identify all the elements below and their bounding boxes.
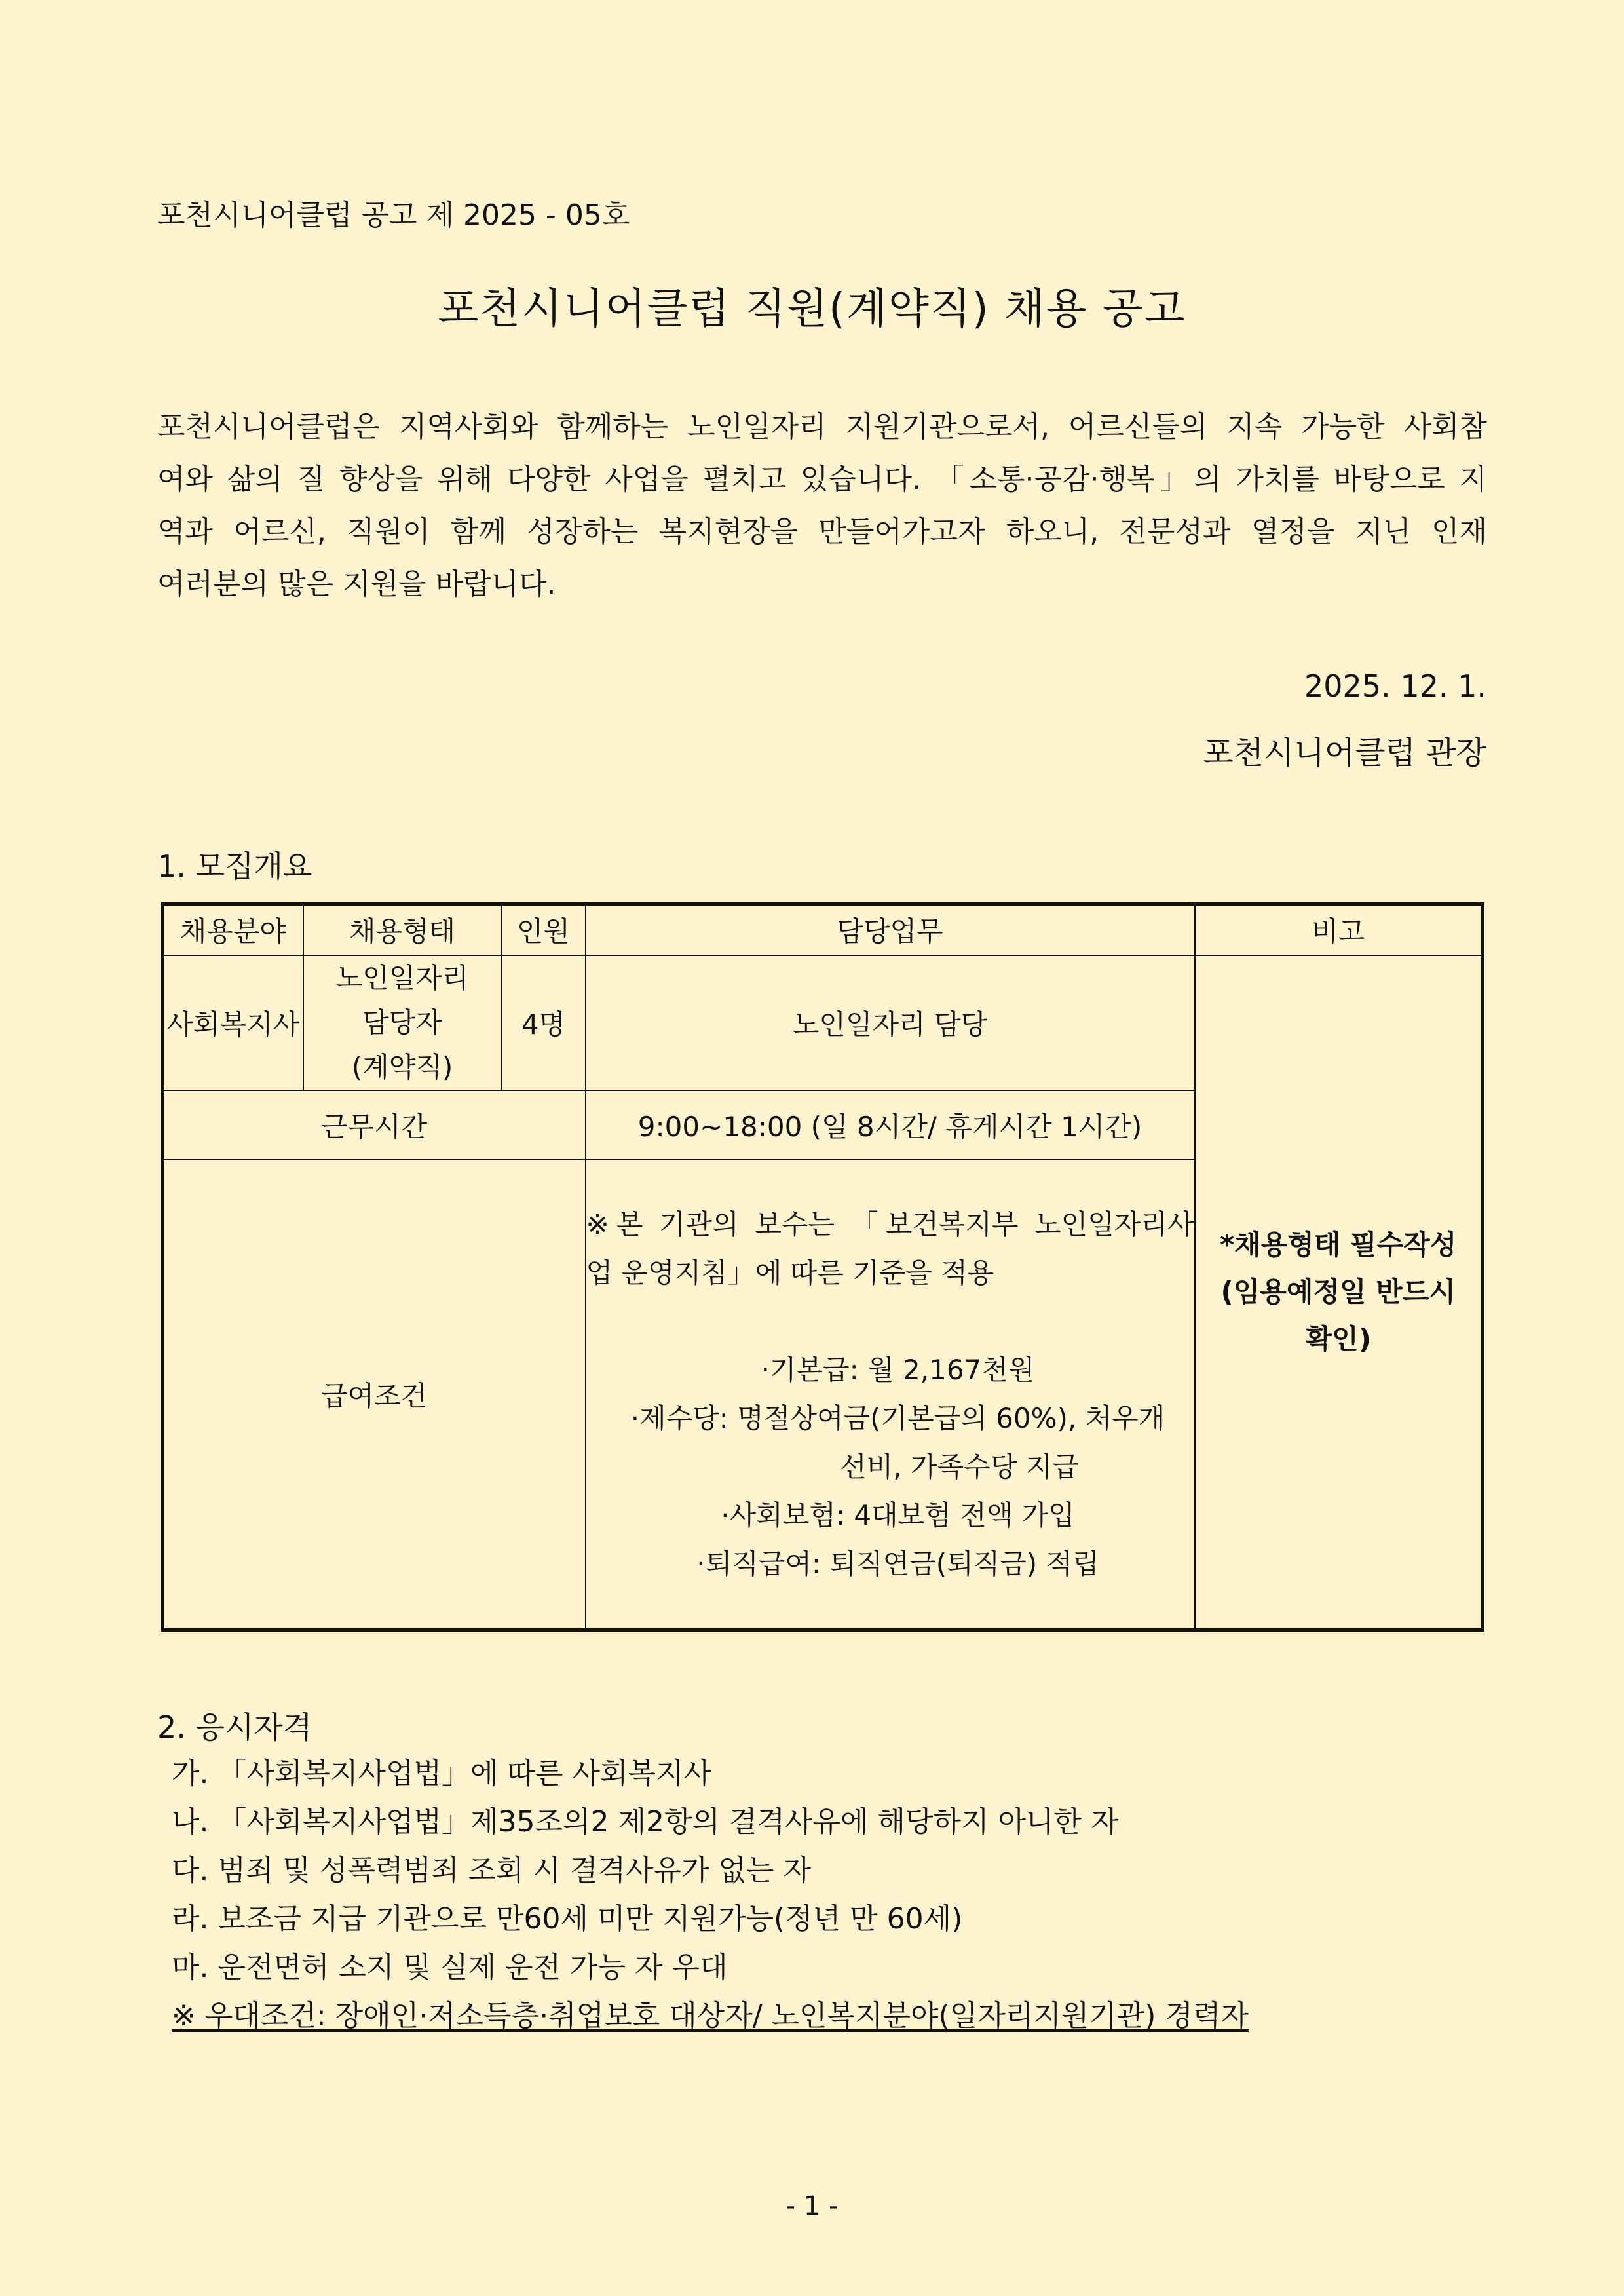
note-line: 확인)	[1305, 1322, 1371, 1355]
cell-type-line: 담당자	[362, 1006, 442, 1039]
pay-details	[586, 1160, 1195, 1630]
notice-number: 포천시니어클럽 공고 제 2025 - 05호	[157, 199, 630, 232]
header-duty: 담당업무	[586, 904, 1195, 955]
intro-line: 여와 삶의 질 향상을 위해 다양한 사업을 펼치고 있습니다. 「소통·공감·행복」의 가치를 바탕으로 지	[157, 463, 1487, 496]
cell-count: 4명	[502, 955, 586, 1090]
table-header-row	[162, 904, 1483, 955]
cell-duty: 노인일자리 담당	[586, 955, 1195, 1090]
announcement-date: 2025. 12. 1.	[1304, 668, 1486, 704]
section-title-eligibility: 2. 응시자격	[157, 1710, 312, 1745]
cell-note	[1195, 955, 1483, 1630]
page-number: - 1 -	[785, 2191, 839, 2221]
section-title-recruitment: 1. 모집개요	[157, 849, 312, 884]
recruitment-table	[161, 902, 1484, 1632]
hours-label: 근무시간	[162, 1090, 586, 1160]
eligibility-list	[172, 1750, 1249, 2040]
list-item: 가. 「사회복지사업법」에 따른 사회복지사	[172, 1757, 712, 1790]
list-item: 마. 운전면허 소지 및 실제 운전 가능 자 우대	[172, 1951, 728, 1984]
pay-lead-line: 업 운영지침」에 따른 기준을 적용	[586, 1256, 994, 1289]
pay-item-severance: ·퇴직급여: 퇴직연금(퇴직금) 적립	[696, 1547, 1099, 1580]
page-title: 포천시니어클럽 직원(계약직) 채용 공고	[438, 285, 1186, 334]
header-note: 비고	[1195, 904, 1483, 955]
cell-type-line: 노인일자리	[335, 961, 469, 994]
pay-item-base: ·기본급: 월 2,167천원	[761, 1353, 1035, 1386]
note-line: (임용예정일 반드시	[1220, 1275, 1456, 1308]
cell-type-line: (계약직)	[351, 1050, 453, 1083]
header-type: 채용형태	[303, 904, 502, 955]
cell-type	[303, 955, 502, 1090]
pay-lead-line: ※본 기관의 보수는 「보건복지부 노인일자리사	[586, 1208, 1194, 1240]
list-item: 다. 범죄 및 성폭력범죄 조회 시 결격사유가 없는 자	[172, 1854, 811, 1887]
pay-item-allowance-cont: 선비, 가족수당 지급	[840, 1450, 1079, 1483]
list-item: 나. 「사회복지사업법」제35조의2 제2항의 결격사유에 해당하지 아니한 자	[172, 1805, 1119, 1839]
issuer-name: 포천시니어클럽 관장	[1203, 735, 1486, 771]
hours-value: 9:00~18:00 (일 8시간/ 휴게시간 1시간)	[586, 1090, 1195, 1160]
header-field: 채용분야	[162, 904, 303, 955]
intro-line: 포천시니어클럽은 지역사회와 함께하는 노인일자리 지원기관으로서, 어르신들의 지속 가능한 사회참	[157, 410, 1487, 444]
table-row	[162, 955, 1483, 1090]
note-line: *채용형태 필수작성	[1220, 1228, 1457, 1261]
header-count: 인원	[502, 904, 586, 955]
list-item: 라. 보조금 지급 기관으로 만60세 미만 지원가능(정년 만 60세)	[172, 1902, 963, 1936]
intro-line: 역과 어르신, 직원이 함께 성장하는 복지현장을 만들어가고자 하오니, 전문성과 열정을 지닌 인재	[157, 515, 1487, 548]
cell-field: 사회복지사	[162, 955, 303, 1090]
pay-item-insurance: ·사회보험: 4대보험 전액 가입	[721, 1499, 1075, 1531]
intro-line: 여러분의 많은 지원을 바랍니다.	[157, 567, 556, 601]
preference-note: ※ 우대조건: 장애인·저소득층·취업보호 대상자/ 노인복지분야(일자리지원기관) 경력자	[172, 1999, 1249, 2033]
pay-label: 급여조건	[162, 1160, 586, 1630]
pay-item-allowance: ·제수당: 명절상여금(기본급의 60%), 처우개	[630, 1402, 1165, 1434]
intro-paragraph	[157, 401, 1487, 611]
